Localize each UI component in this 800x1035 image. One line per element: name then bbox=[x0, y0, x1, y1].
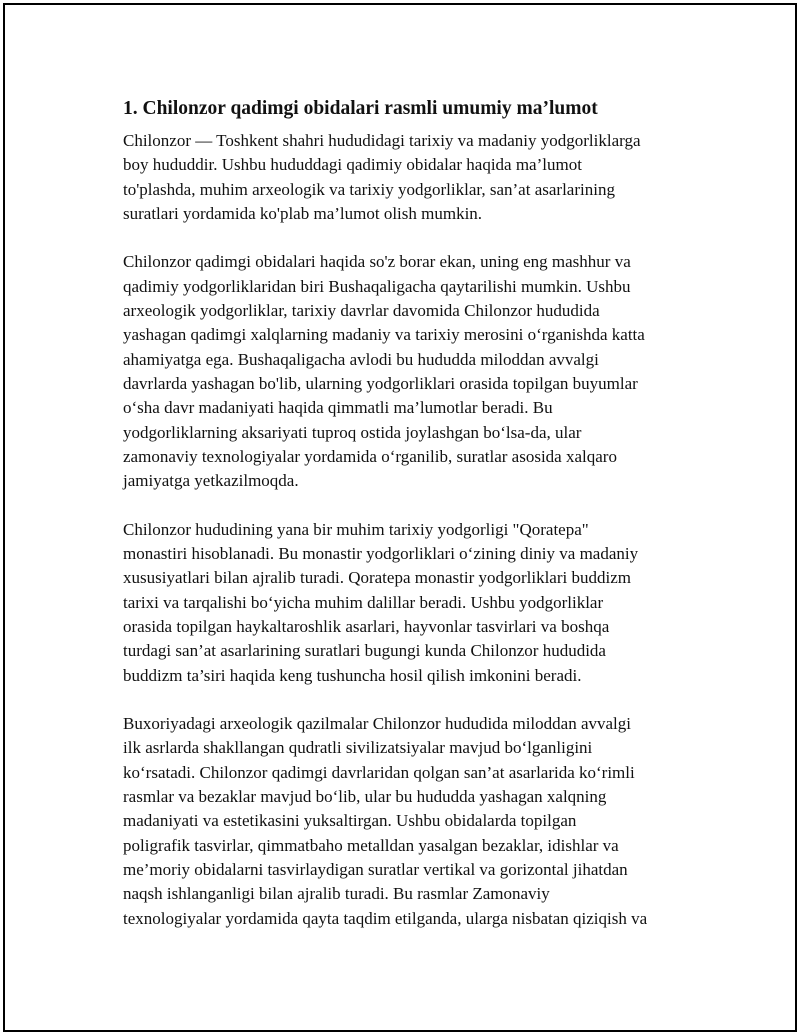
text-line: ahamiyatga ega. Bushaqaligacha avlodi bu hududda miloddan avvalgi bbox=[123, 349, 599, 369]
text-line: naqsh ishlanganligi bilan ajralib turadi. Bu rasmlar Zamonaviy bbox=[123, 884, 550, 904]
text-line: zamonaviy texnologiyalar yordamida o‘rganilib, suratlar asosida xalqaro bbox=[123, 446, 617, 466]
text-line: suratlari yordamida ko'plab ma’lumot olish mumkin. bbox=[123, 203, 483, 223]
text-line: Chilonzor hududining yana bir muhim tarixiy yodgorligi "Qoratepa" bbox=[123, 519, 589, 539]
text-line: boy hududdir. Ushbu hududdagi qadimiy obidalar haqida ma’lumot bbox=[123, 155, 582, 175]
text-line: ilk asrlarda shakllangan qudratli sivilizatsiyalar mavjud bo‘lganligini bbox=[123, 738, 593, 758]
text-line: jamiyatga yetkazilmoqda. bbox=[123, 471, 299, 491]
text-line: texnologiyalar yordamida qayta taqdim etilganda, ularga nisbatan qiziqish va bbox=[123, 908, 648, 928]
text-line: yashagan qadimgi xalqlarning madaniy va tarixiy merosini o‘rganishda katta bbox=[123, 325, 645, 345]
text-line: xususiyatlari bilan ajralib turadi. Qoratepa monastir yodgorliklari buddizm bbox=[123, 568, 631, 588]
text-line: monastiri hisoblanadi. Bu monastir yodgorliklari o‘zining diniy va madaniy bbox=[123, 544, 639, 564]
text-line: davrlarda yashagan bo'lib, ularning yodgorliklari orasida topilgan buyumlar bbox=[123, 373, 638, 393]
paragraph-4 bbox=[123, 712, 703, 931]
text-line: to'plashda, muhim arxeologik va tarixiy yodgorliklar, san’at asarlarining bbox=[123, 179, 615, 199]
document-body bbox=[123, 95, 703, 955]
text-line: orasida topilgan haykaltaroshlik asarlari, hayvonlar tasvirlari va boshqa bbox=[123, 616, 610, 636]
text-line: rasmlar va bezaklar mavjud bo‘lib, ular bu hududda yashagan xalqning bbox=[123, 787, 607, 807]
text-line: buddizm ta’siri haqida keng tushuncha hosil qilish imkonini beradi. bbox=[123, 665, 582, 685]
section-heading: 1. Chilonzor qadimgi obidalari rasmli umumiy ma’lumot bbox=[123, 98, 598, 119]
text-line: me’moriy obidalarni tasvirlaydigan suratlar vertikal va gorizontal jihatdan bbox=[123, 859, 628, 879]
text-line: yodgorliklarning aksariyati tuproq ostida joylashgan bo‘lsa-da, ular bbox=[123, 422, 582, 442]
text-line: Chilonzor qadimgi obidalari haqida so'z borar ekan, uning eng mashhur va bbox=[123, 252, 631, 272]
text-line: tarixi va tarqalishi bo‘yicha muhim dalillar beradi. Ushbu yodgorliklar bbox=[123, 592, 604, 612]
paragraph-1 bbox=[123, 129, 703, 226]
text-line: Buxoriyadagi arxeologik qazilmalar Chilonzor hududida miloddan avvalgi bbox=[123, 714, 631, 734]
paragraph-2 bbox=[123, 250, 703, 493]
text-line: madaniyati va estetikasini yuksaltirgan. Ushbu obidalarda topilgan bbox=[123, 811, 577, 831]
text-line: ko‘rsatadi. Chilonzor qadimgi davrlaridan qolgan san’at asarlarida ko‘rimli bbox=[123, 762, 635, 782]
text-line: poligrafik tasvirlar, qimmatbaho metalldan yasalgan bezaklar, idishlar va bbox=[123, 835, 619, 855]
text-line: arxeologik yodgorliklar, tarixiy davrlar davomida Chilonzor hududida bbox=[123, 301, 600, 321]
paragraphs-container bbox=[123, 129, 703, 931]
text-line: Chilonzor — Toshkent shahri hududidagi tarixiy va madaniy yodgorliklarga bbox=[123, 131, 641, 150]
text-line: qadimiy yodgorliklaridan biri Bushaqaligacha qaytarilishi mumkin. Ushbu bbox=[123, 276, 631, 296]
paragraph-3 bbox=[123, 518, 703, 688]
page-frame bbox=[3, 3, 797, 1032]
text-line: o‘sha davr madaniyati haqida qimmatli ma’lumotlar beradi. Bu bbox=[123, 398, 553, 418]
text-line: turdagi san’at asarlarining suratlari bugungi kunda Chilonzor hududida bbox=[123, 641, 606, 661]
